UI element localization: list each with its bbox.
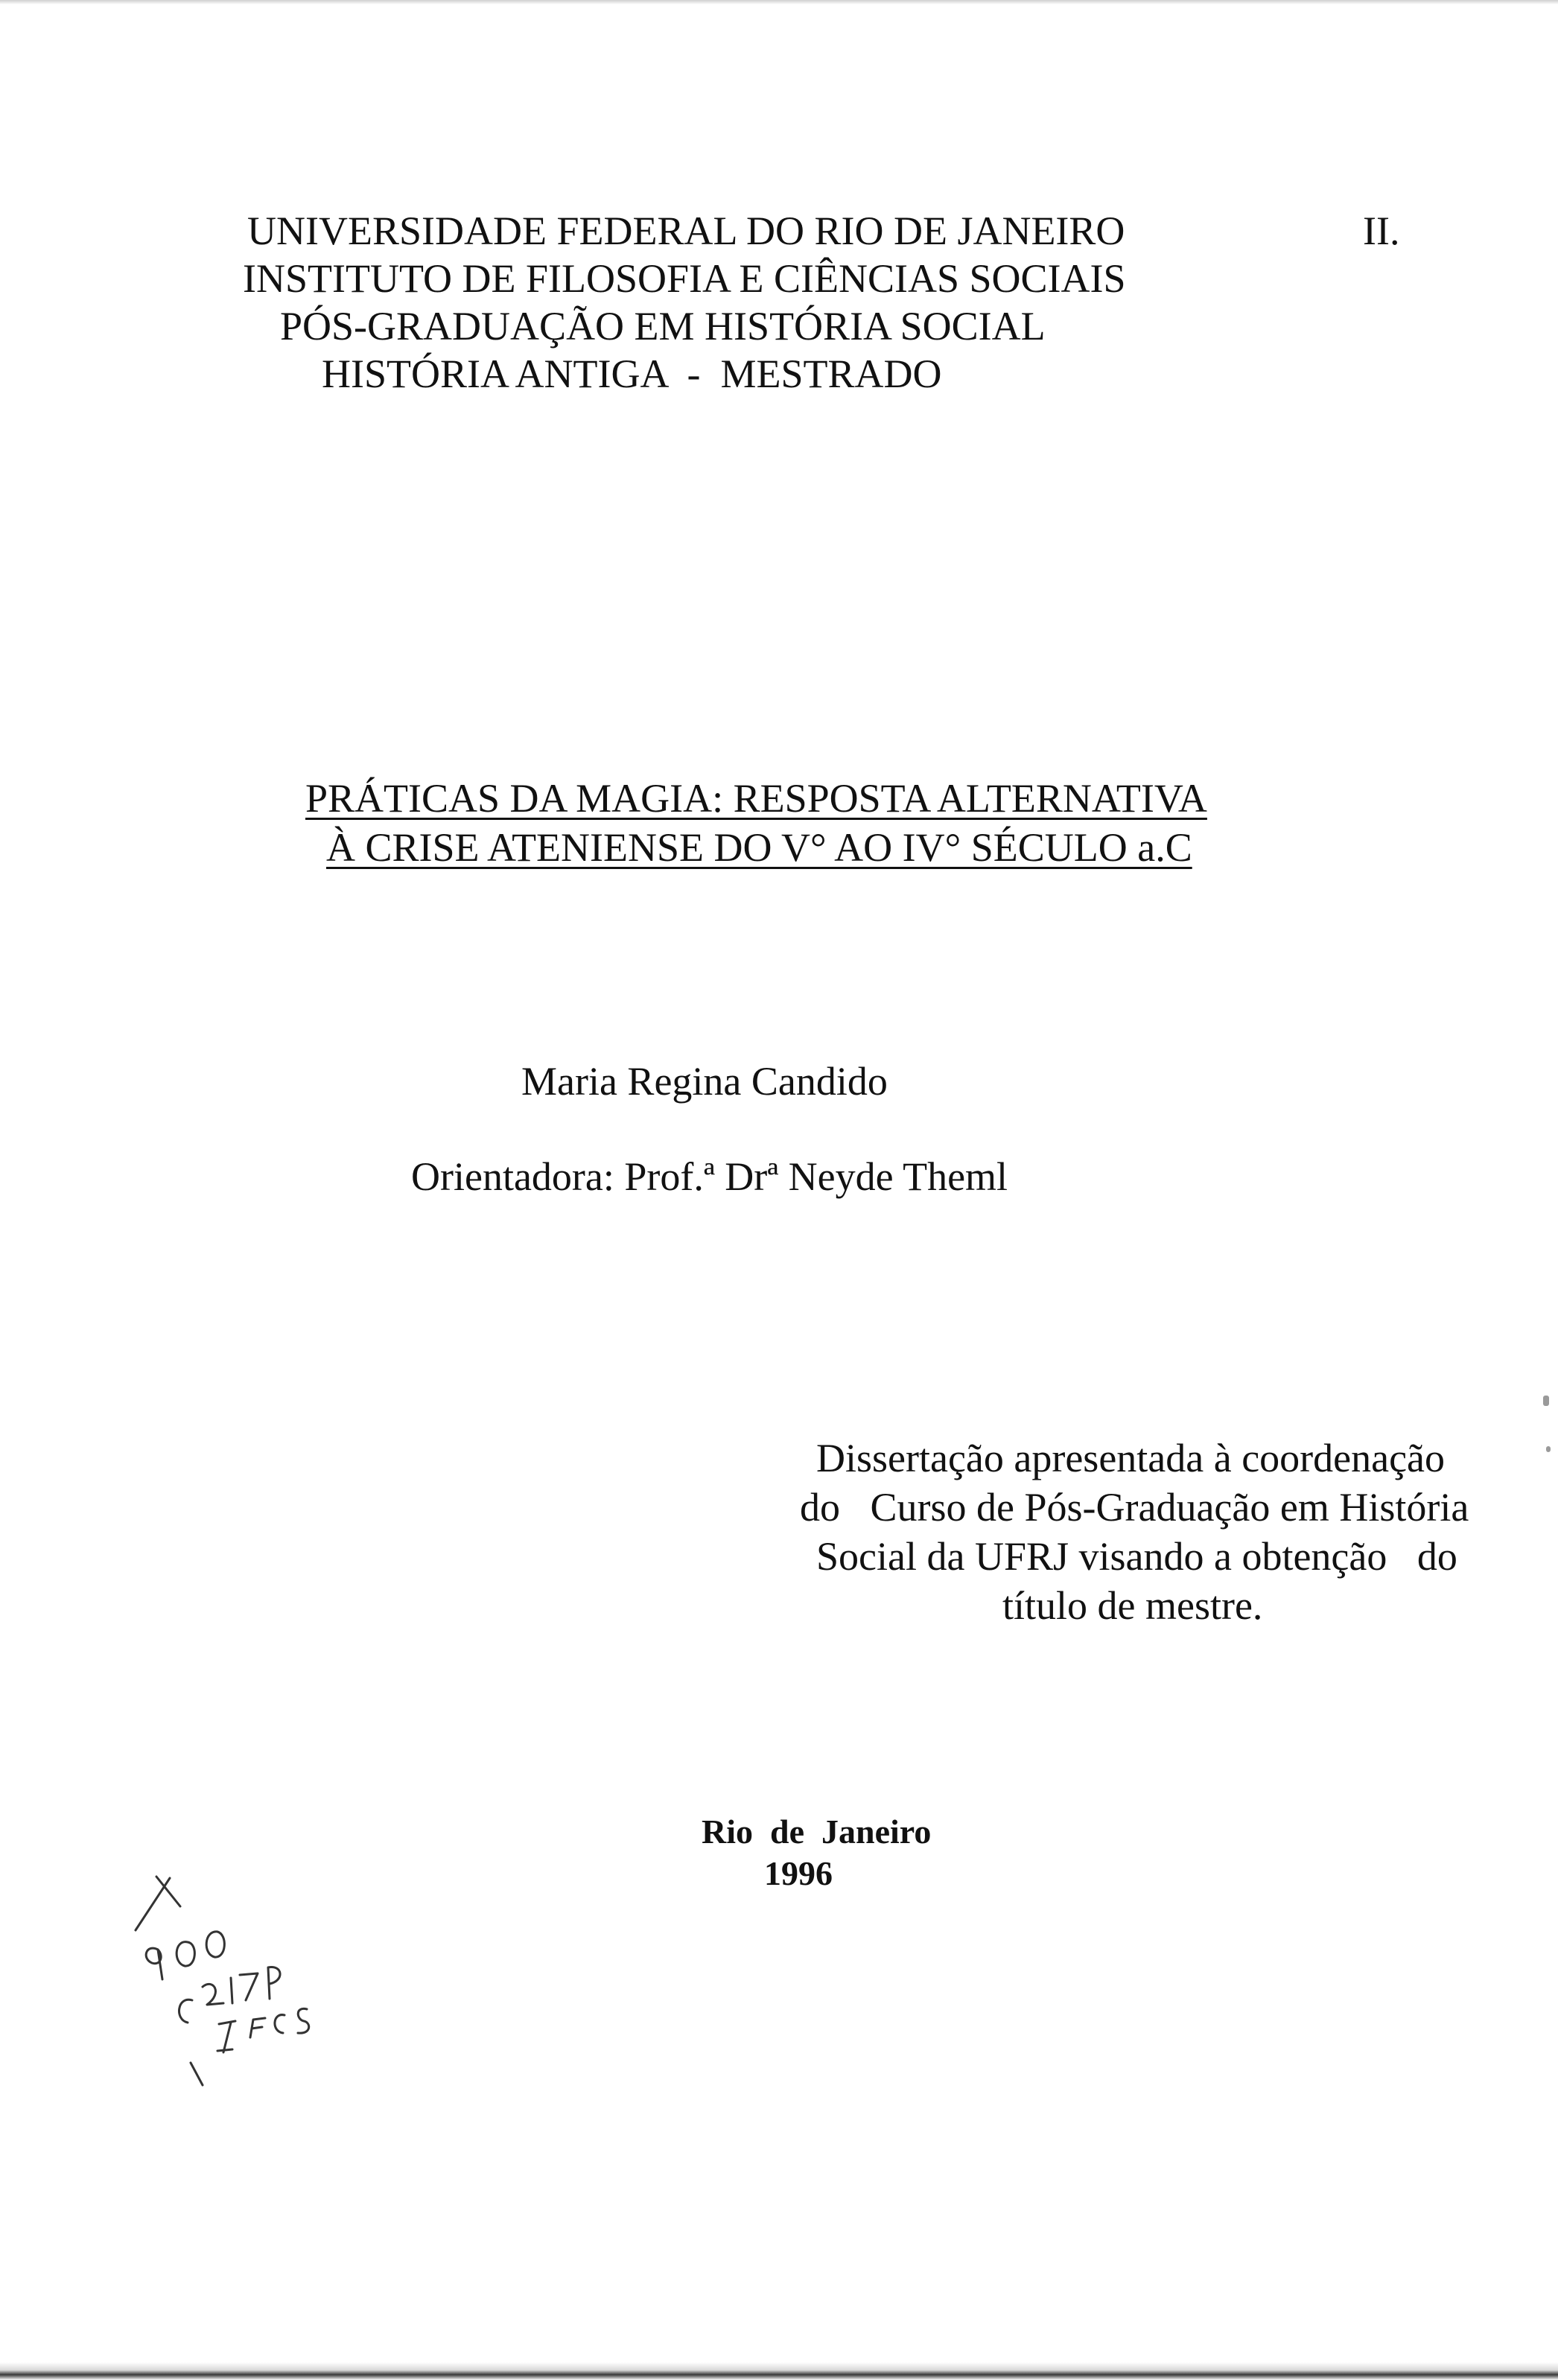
author-name: Maria Regina Candido [521, 1059, 888, 1104]
program-name: PÓS-GRADUAÇÃO EM HISTÓRIA SOCIAL [280, 304, 1046, 349]
course-name: HISTÓRIA ANTIGA - MESTRADO [322, 351, 942, 396]
description-line-2: do Curso de Pós-Graduação em História [800, 1485, 1469, 1530]
handwritten-catalog-note [119, 1862, 387, 2115]
thesis-title-line-1: PRÁTICAS DA MAGIA: RESPOSTA ALTERNATIVA [305, 776, 1207, 821]
place-name: Rio de Janeiro [702, 1813, 932, 1851]
scan-speck [1546, 1446, 1551, 1452]
university-name: UNIVERSIDADE FEDERAL DO RIO DE JANEIRO [247, 209, 1125, 253]
thesis-title-line-2: À CRISE ATENIENSE DO V° AO IV° SÉCULO a.C [326, 825, 1192, 870]
scan-edge-top [0, 0, 1558, 4]
advisor-name: Orientadora: Prof.ª Drª Neyde Theml [411, 1154, 1008, 1199]
scan-speck [1543, 1396, 1549, 1406]
institute-name: INSTITUTO DE FILOSOFIA E CIÊNCIAS SOCIAIS [243, 256, 1126, 301]
description-line-3: Social da UFRJ visando a obtenção do [816, 1534, 1457, 1579]
description-line-1: Dissertação apresentada à coordenação [816, 1436, 1446, 1480]
year: 1996 [764, 1854, 833, 1892]
description-line-4: título de mestre. [1002, 1583, 1263, 1628]
page-marker: II. [1363, 209, 1400, 253]
scan-edge-bottom [0, 2362, 1558, 2380]
